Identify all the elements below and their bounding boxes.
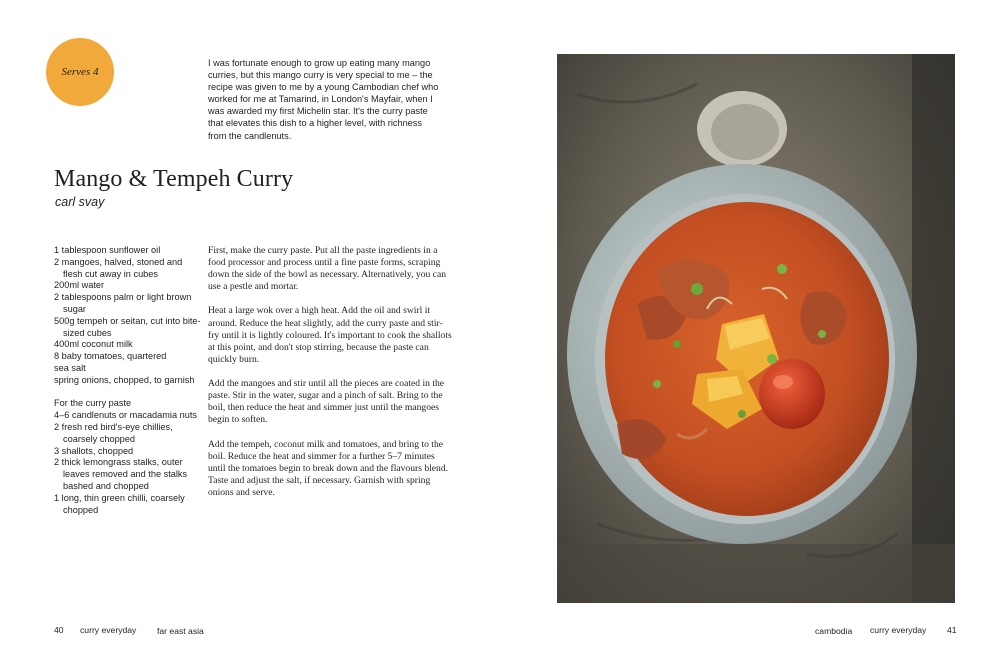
paste-heading: For the curry paste [54,398,132,409]
ingredient-item: 8 baby tomatoes, quartered [54,351,167,362]
serves-label: Serves 4 [61,66,99,78]
serves-badge [46,38,114,106]
recipe-subtitle: carl svay [55,195,105,209]
ingredient-item: 200ml water [54,280,105,291]
left-running-title: curry everyday [80,625,137,635]
method-step: Add the mangoes and stir until all the pieces are coated in the paste. Stir in the water, sugar and a pinch of salt. Bring to the boil, then reduce the heat and simmer just until the mangoes begin to soften. [208,378,445,426]
ingredient-item: 2 tablespoons palm or light brown sugar [54,292,192,314]
left-page-number: 40 [54,625,64,635]
method-step: Add the tempeh, coconut milk and tomatoes, and bring to the boil. Reduce the heat and simmer for a further 5–7 minutes until the tomatoes begin to break down and the flavours blend. Taste and adjust the salt, if necessary. Garnish with spring onions and serve. [208,438,449,498]
right-running-title: curry everyday [870,625,927,635]
method-step: First, make the curry paste. Put all the paste ingredients in a food processor and process until a fine paste forms, scraping down the side of the bowl as necessary. Alternatively, you can use a pestle and mortar. [208,245,446,293]
recipe-title: Mango & Tempeh Curry [54,166,294,192]
right-page-number: 41 [947,625,957,635]
ingredient-item: 400ml coconut milk [54,339,133,350]
recipe-intro: I was fortunate enough to grow up eating many mango curries, but this mango curry is very special to me – the recipe was given to me by a young Cambodian chef who worked for me at Tamarind, in London's Mayfair, when I was awarded my first Michelin star. It's the curry paste that elevates this dish to a higher level, with richness from the candlenuts. [208,58,439,141]
paste-ingredient-item: 4–6 candlenuts or macadamia nuts [54,410,198,421]
method-step: Heat a large wok over a high heat. Add the oil and swirl it around. Reduce the heat slightly, add the curry paste and stir-fry until it is lightly coloured. It's important to cook the shallots at this point, and don't stop stirring, because the paste can quickly burn. [208,305,452,365]
paste-ingredient-item: 2 fresh red bird's-eye chillies, coarsely chopped [54,421,173,444]
method-steps [208,245,453,511]
right-section-name: cambodia [815,626,853,636]
paste-ingredient-item: 1 long, thin green chilli, coarsely chopped [54,492,185,515]
ingredient-item: 1 tablespoon sunflower oil [54,245,161,255]
paste-ingredient-item: 2 thick lemongrass stalks, outer leaves removed and the stalks bashed and chopped [54,457,188,491]
ingredient-item: 2 mangoes, halved, stoned and flesh cut away in cubes [54,256,183,279]
curry-bowl-photo [557,54,955,603]
left-section-name: far east asia [157,626,204,636]
ingredient-item: spring onions, chopped, to garnish [54,374,195,385]
ingredient-item: 500g tempeh or seitan, cut into bite-sized cubes [54,315,201,338]
list-spacer [54,387,204,399]
ingredient-item: sea salt [54,362,86,373]
ingredients-list [54,245,204,516]
paste-ingredient-item: 3 shallots, chopped [54,445,134,456]
